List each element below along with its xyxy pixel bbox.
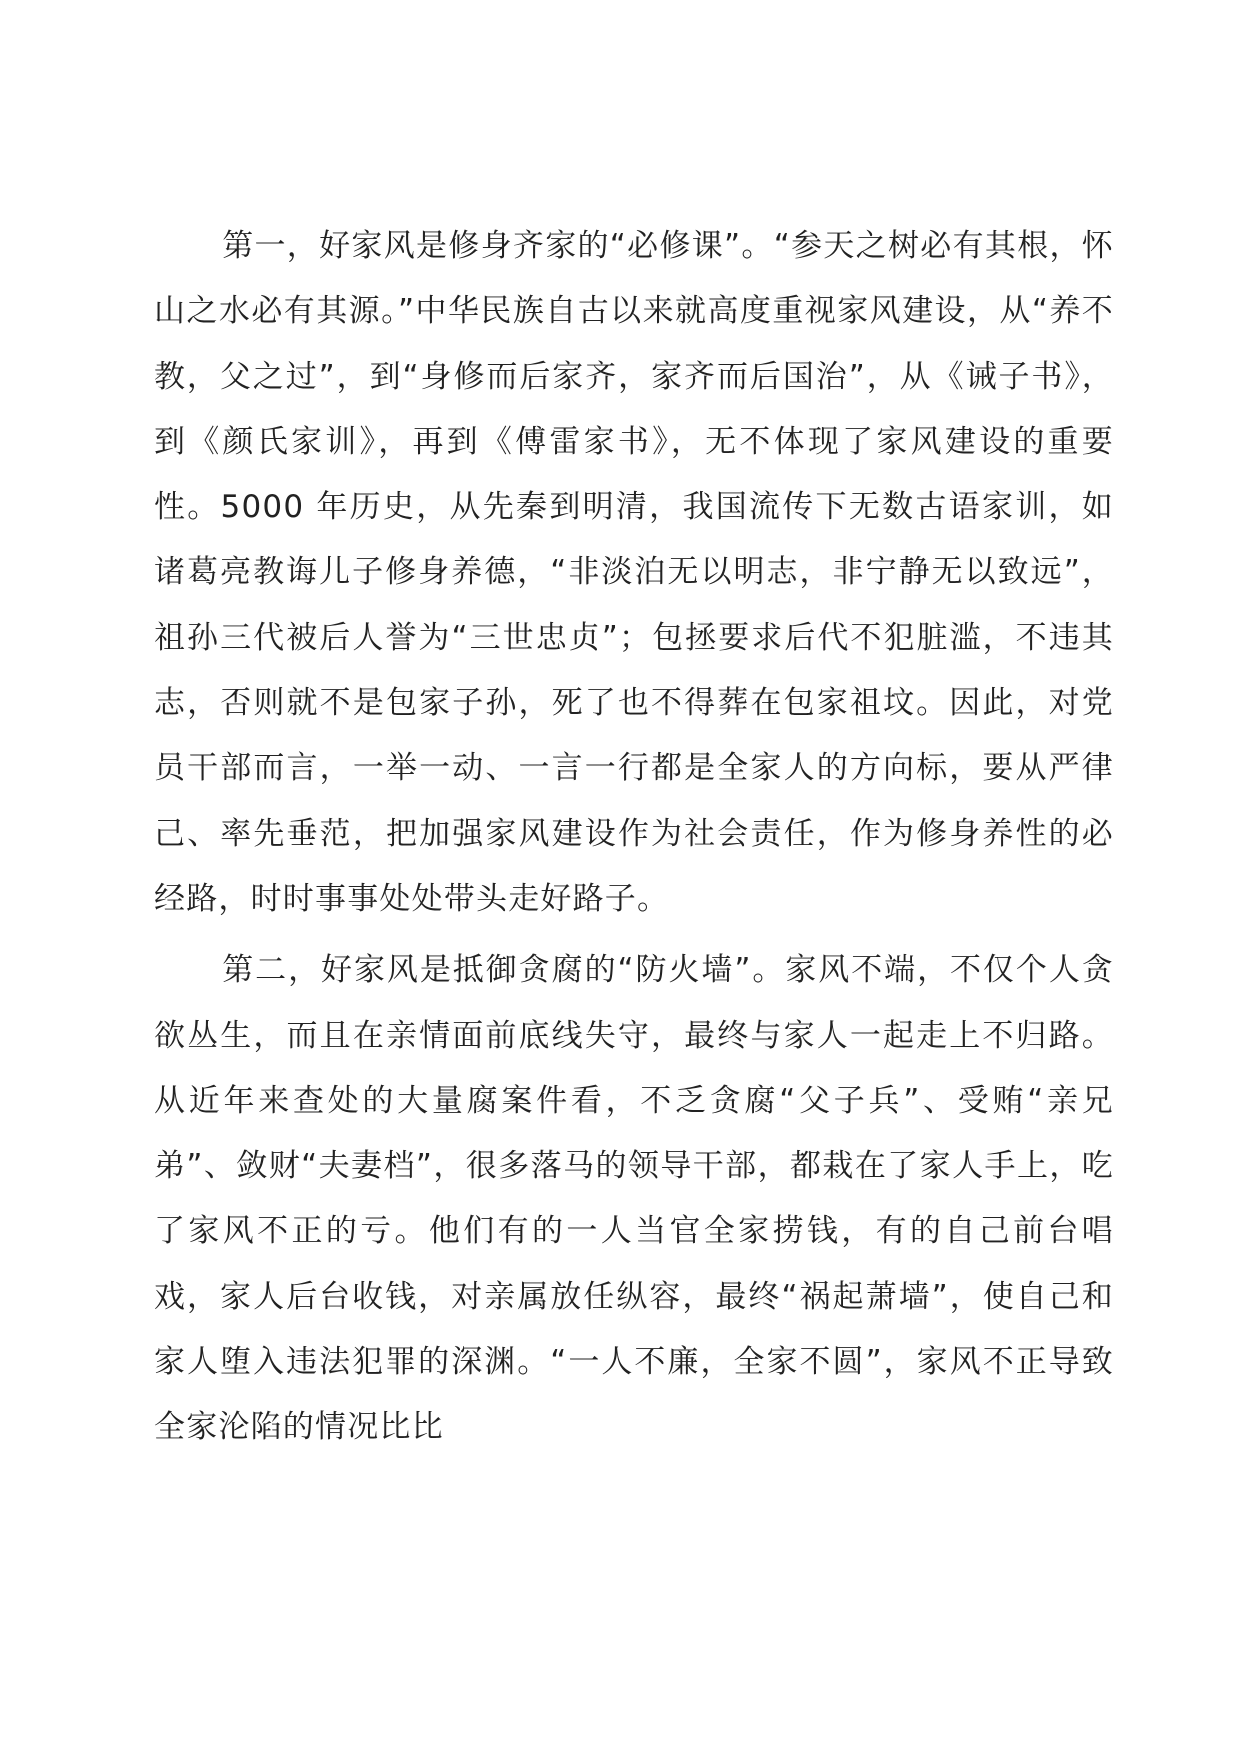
document-body [154,214,1114,1467]
paragraph-2: 第二，好家风是抵御贪腐的“防火墙”。家风不端，不仅个人贪欲丛生，而且在亲情面前底线失守，最终与家人一起走上不归路。从近年来查处的大量腐案件看，不乏贪腐“父子兵”、受贿“亲兄弟”、敛财“夫妻档”，很多落马的领导干部，都栽在了家人手上，吃了家风不正的亏。他们有的一人当官全家捞钱，有的自己前台唱戏，家人后台收钱，对亲属放任纵容，最终“祸起萧墙”，使自己和家人堕入违法犯罪的深渊。“一人不廉，全家不圆”，家风不正导致全家沦陷的情况比比 [154,952,1114,1446]
paragraph-1: 第一，好家风是修身齐家的“必修课”。“参天之树必有其根，怀山之水必有其源。”中华民族自古以来就高度重视家风建设，从“养不教，父之过”，到“身修而后家齐，家齐而后国治”，从《诫子书》，到《颜氏家训》，再到《傅雷家书》，无不体现了家风建设的重要性。5000 年历史，从先秦到明清，我国流传下无数古语家训，如诸葛亮教诲儿子修身养德，“非淡泊无以明志，非宁静无以致远”，祖孙三代被后人誉为“三世忠贞”；包拯要求后代不犯脏滥，不违其志，否则就不是包家子孙，死了也不得葬在包家祖坟。因此，对党员干部而言，一举一动、一言一行都是全家人的方向标，要从严律己、率先垂范，把加强家风建设作为社会责任，作为修身养性的必经路，时时事事处处带头走好路子。 [154,228,1114,917]
